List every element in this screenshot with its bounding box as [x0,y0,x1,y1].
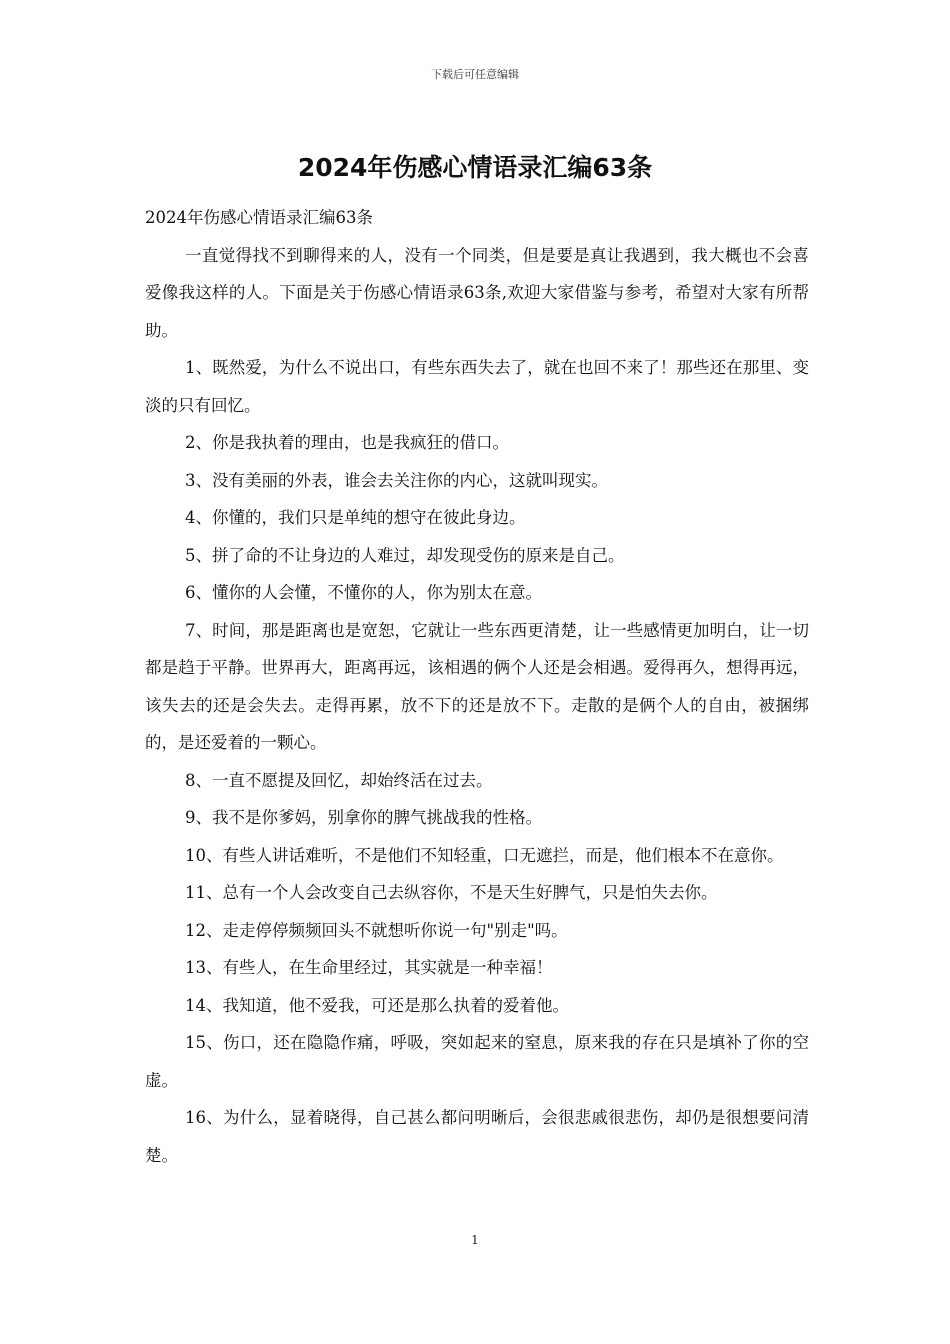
document-body [145,199,809,1174]
subtitle-line: 2024年伤感心情语录汇编63条 [145,208,373,227]
quote-item-12: 12、走走停停频频回头不就想听你说一句"别走"吗。 [185,920,568,940]
quote-item-10: 10、有些人讲话难听，不是他们不知轻重，口无遮拦，而是，他们根本不在意你。 [185,845,784,865]
quote-item-16: 16、为什么，显着晓得，自己甚么都问明晰后，会很悲戚很悲伤，却仍是很想要问清楚。 [145,1108,809,1165]
header-note: 下载后可任意编辑 [431,68,519,81]
document-title: 2024年伤感心情语录汇编63条 [297,153,653,182]
quote-item-4: 4、你懂的，我们只是单纯的想守在彼此身边。 [185,508,526,527]
page-number: 1 [471,1233,479,1247]
quote-item-14: 14、我知道，他不爱我，可还是那么执着的爱着他。 [185,995,569,1015]
quote-item-6: 6、懂你的人会懂，不懂你的人，你为别太在意。 [185,583,542,602]
quote-item-8: 8、一直不愿提及回忆，却始终活在过去。 [185,770,493,790]
quote-item-13: 13、有些人，在生命里经过，其实就是一种幸福！ [185,958,553,977]
quote-item-3: 3、没有美丽的外表，谁会去关注你的内心，这就叫现实。 [185,470,608,490]
quote-item-1: 1、既然爱，为什么不说出口，有些东西失去了，就在也回不来了！那些还在那里、变淡的只有回忆。 [145,358,809,415]
quote-item-11: 11、总有一个人会改变自己去纵容你，不是天生好脾气，只是怕失去你。 [185,883,718,902]
quote-item-9: 9、我不是你爹妈，别拿你的脾气挑战我的性格。 [185,808,542,827]
quote-item-7: 7、时间，那是距离也是宽恕，它就让一些东西更清楚，让一些感情更加明白，让一切都是趋于平静。世界再大，距离再远，该相遇的俩个人还是会相遇。爱得再久，想得再远，该失去的还是会失去。走得再累，放不下的还是放不下。走散的是俩个人的自由，被捆绑的，是还爱着的一颗心。 [145,620,809,752]
intro-paragraph: 一直觉得找不到聊得来的人，没有一个同类，但是要是真让我遇到，我大概也不会喜爱像我这样的人。下面是关于伤感心情语录63条,欢迎大家借鉴与参考，希望对大家有所帮助。 [145,245,809,340]
quote-item-5: 5、拼了命的不让身边的人难过，却发现受伤的原来是自己。 [185,545,625,565]
quote-item-15: 15、伤口，还在隐隐作痛，呼吸，突如起来的窒息，原来我的存在只是填补了你的空虚。 [145,1033,809,1090]
quote-item-2: 2、你是我执着的理由，也是我疯狂的借口。 [185,433,509,452]
